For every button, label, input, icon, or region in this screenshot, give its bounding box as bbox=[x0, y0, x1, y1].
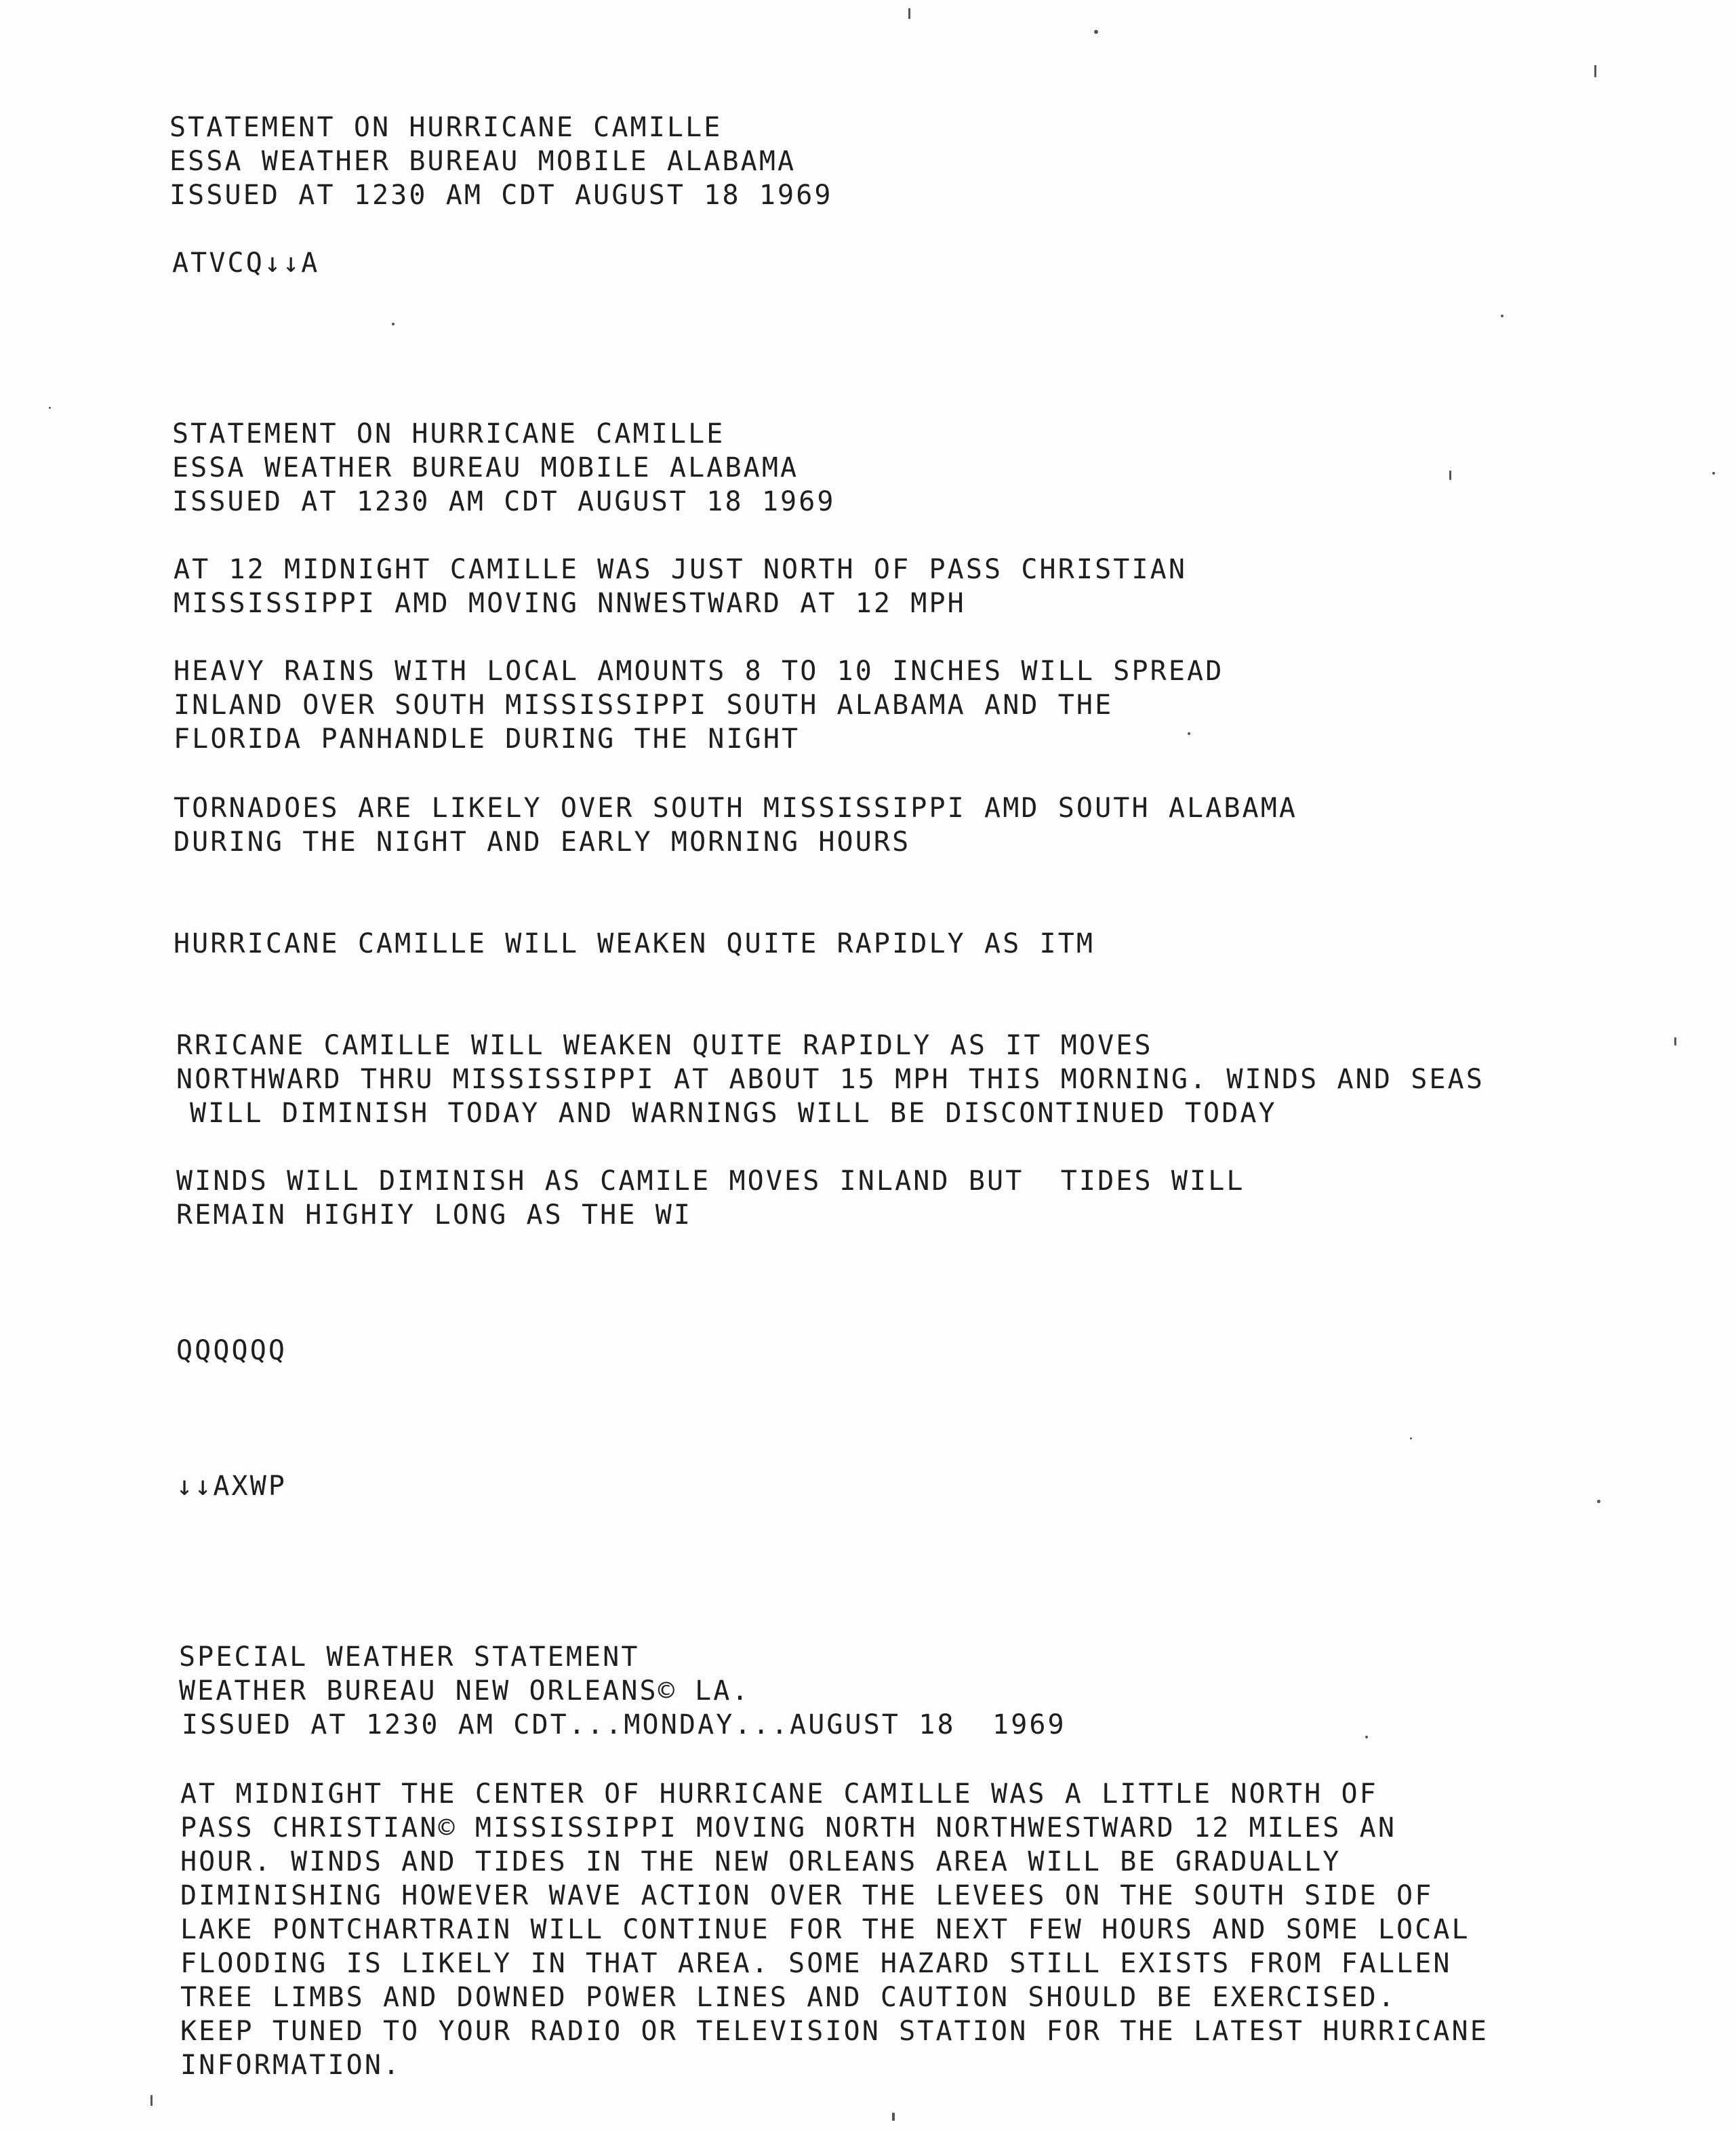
text-line: WILL DIMINISH TODAY AND WARNINGS WILL BE DISCONTINUED TODAY bbox=[190, 1098, 1277, 1129]
text-line: SPECIAL WEATHER STATEMENT bbox=[179, 1641, 640, 1673]
text-line: DIMINISHING HOWEVER WAVE ACTION OVER THE LEVEES ON THE SOUTH SIDE OF bbox=[180, 1880, 1434, 1911]
text-line: NORTHWARD THRU MISSISSIPPI AT ABOUT 15 MPH THIS MORNING. WINDS AND SEAS bbox=[176, 1064, 1485, 1095]
text-line: AT MIDNIGHT THE CENTER OF HURRICANE CAMILLE WAS A LITTLE NORTH OF bbox=[180, 1778, 1378, 1810]
photocopy-speck bbox=[1410, 1437, 1412, 1439]
text-line: HOUR. WINDS AND TIDES IN THE NEW ORLEANS AREA WILL BE GRADUALLY bbox=[180, 1846, 1341, 1877]
photocopy-speck bbox=[908, 8, 910, 19]
text-line: TORNADOES ARE LIKELY OVER SOUTH MISSISSIPPI AMD SOUTH ALABAMA bbox=[174, 793, 1298, 824]
text-line: ISSUED AT 1230 AM CDT...MONDAY...AUGUST 18 1969 bbox=[182, 1709, 1066, 1740]
photocopy-speck bbox=[150, 2095, 153, 2106]
photocopy-speck bbox=[49, 407, 51, 409]
text-line: TREE LIMBS AND DOWNED POWER LINES AND CAUTION SHOULD BE EXERCISED. bbox=[180, 1982, 1397, 2013]
text-line: REMAIN HIGHIY LONG AS THE WI bbox=[176, 1199, 693, 1231]
text-line: LAKE PONTCHARTRAIN WILL CONTINUE FOR THE NEXT FEW HOURS AND SOME LOCAL bbox=[180, 1914, 1470, 1945]
text-line: RRICANE CAMILLE WILL WEAKEN QUITE RAPIDLY AS IT MOVES bbox=[176, 1030, 1153, 1061]
text-line: STATEMENT ON HURRICANE CAMILLE bbox=[169, 112, 723, 143]
photocopy-speck bbox=[1188, 732, 1190, 735]
text-line: WINDS WILL DIMINISH AS CAMILE MOVES INLAND BUT TIDES WILL bbox=[176, 1165, 1245, 1197]
text-line: PASS CHRISTIAN© MISSISSIPPI MOVING NORTH NORTHWESTWARD 12 MILES AN bbox=[180, 1812, 1397, 1843]
text-line: ESSA WEATHER BUREAU MOBILE ALABAMA bbox=[169, 146, 796, 177]
text-line: MISSISSIPPI AMD MOVING NNWESTWARD AT 12 MPH bbox=[174, 588, 966, 619]
text-line: FLORIDA PANHANDLE DURING THE NIGHT bbox=[174, 723, 801, 755]
photocopy-speck bbox=[1501, 315, 1503, 317]
text-line: STATEMENT ON HURRICANE CAMILLE bbox=[172, 418, 725, 450]
photocopy-speck bbox=[1712, 472, 1715, 475]
text-line: HEAVY RAINS WITH LOCAL AMOUNTS 8 TO 10 INCHES WILL SPREAD bbox=[174, 656, 1224, 687]
photocopy-speck bbox=[1674, 1037, 1676, 1045]
text-line: KEEP TUNED TO YOUR RADIO OR TELEVISION STATION FOR THE LATEST HURRICANE bbox=[180, 2016, 1489, 2047]
text-line: ISSUED AT 1230 AM CDT AUGUST 18 1969 bbox=[169, 180, 833, 211]
text-line: ↓↓AXWP bbox=[176, 1471, 287, 1502]
photocopy-speck bbox=[1449, 471, 1451, 480]
text-line: DURING THE NIGHT AND EARLY MORNING HOURS bbox=[174, 826, 911, 858]
photocopy-speck bbox=[1597, 1500, 1600, 1503]
photocopy-speck bbox=[1594, 65, 1596, 77]
photocopy-speck bbox=[1365, 1736, 1368, 1738]
photocopy-speck bbox=[392, 323, 395, 325]
text-line: FLOODING IS LIKELY IN THAT AREA. SOME HAZARD STILL EXISTS FROM FALLEN bbox=[180, 1948, 1452, 1979]
text-line: ISSUED AT 1230 AM CDT AUGUST 18 1969 bbox=[172, 486, 836, 517]
text-line: INLAND OVER SOUTH MISSISSIPPI SOUTH ALABAMA AND THE bbox=[174, 690, 1114, 721]
text-line: WEATHER BUREAU NEW ORLEANS© LA. bbox=[179, 1675, 750, 1707]
text-line: ESSA WEATHER BUREAU MOBILE ALABAMA bbox=[172, 452, 799, 483]
text-line: AT 12 MIDNIGHT CAMILLE WAS JUST NORTH OF PASS CHRISTIAN bbox=[174, 554, 1188, 585]
photocopy-speck bbox=[1094, 30, 1098, 34]
text-line: HURRICANE CAMILLE WILL WEAKEN QUITE RAPIDLY AS ITM bbox=[174, 928, 1095, 959]
text-line: INFORMATION. bbox=[180, 2050, 402, 2081]
text-line: ATVCQ↓↓A bbox=[172, 247, 320, 279]
photocopy-speck bbox=[892, 2113, 895, 2121]
text-line: QQQQQQ bbox=[176, 1335, 287, 1366]
